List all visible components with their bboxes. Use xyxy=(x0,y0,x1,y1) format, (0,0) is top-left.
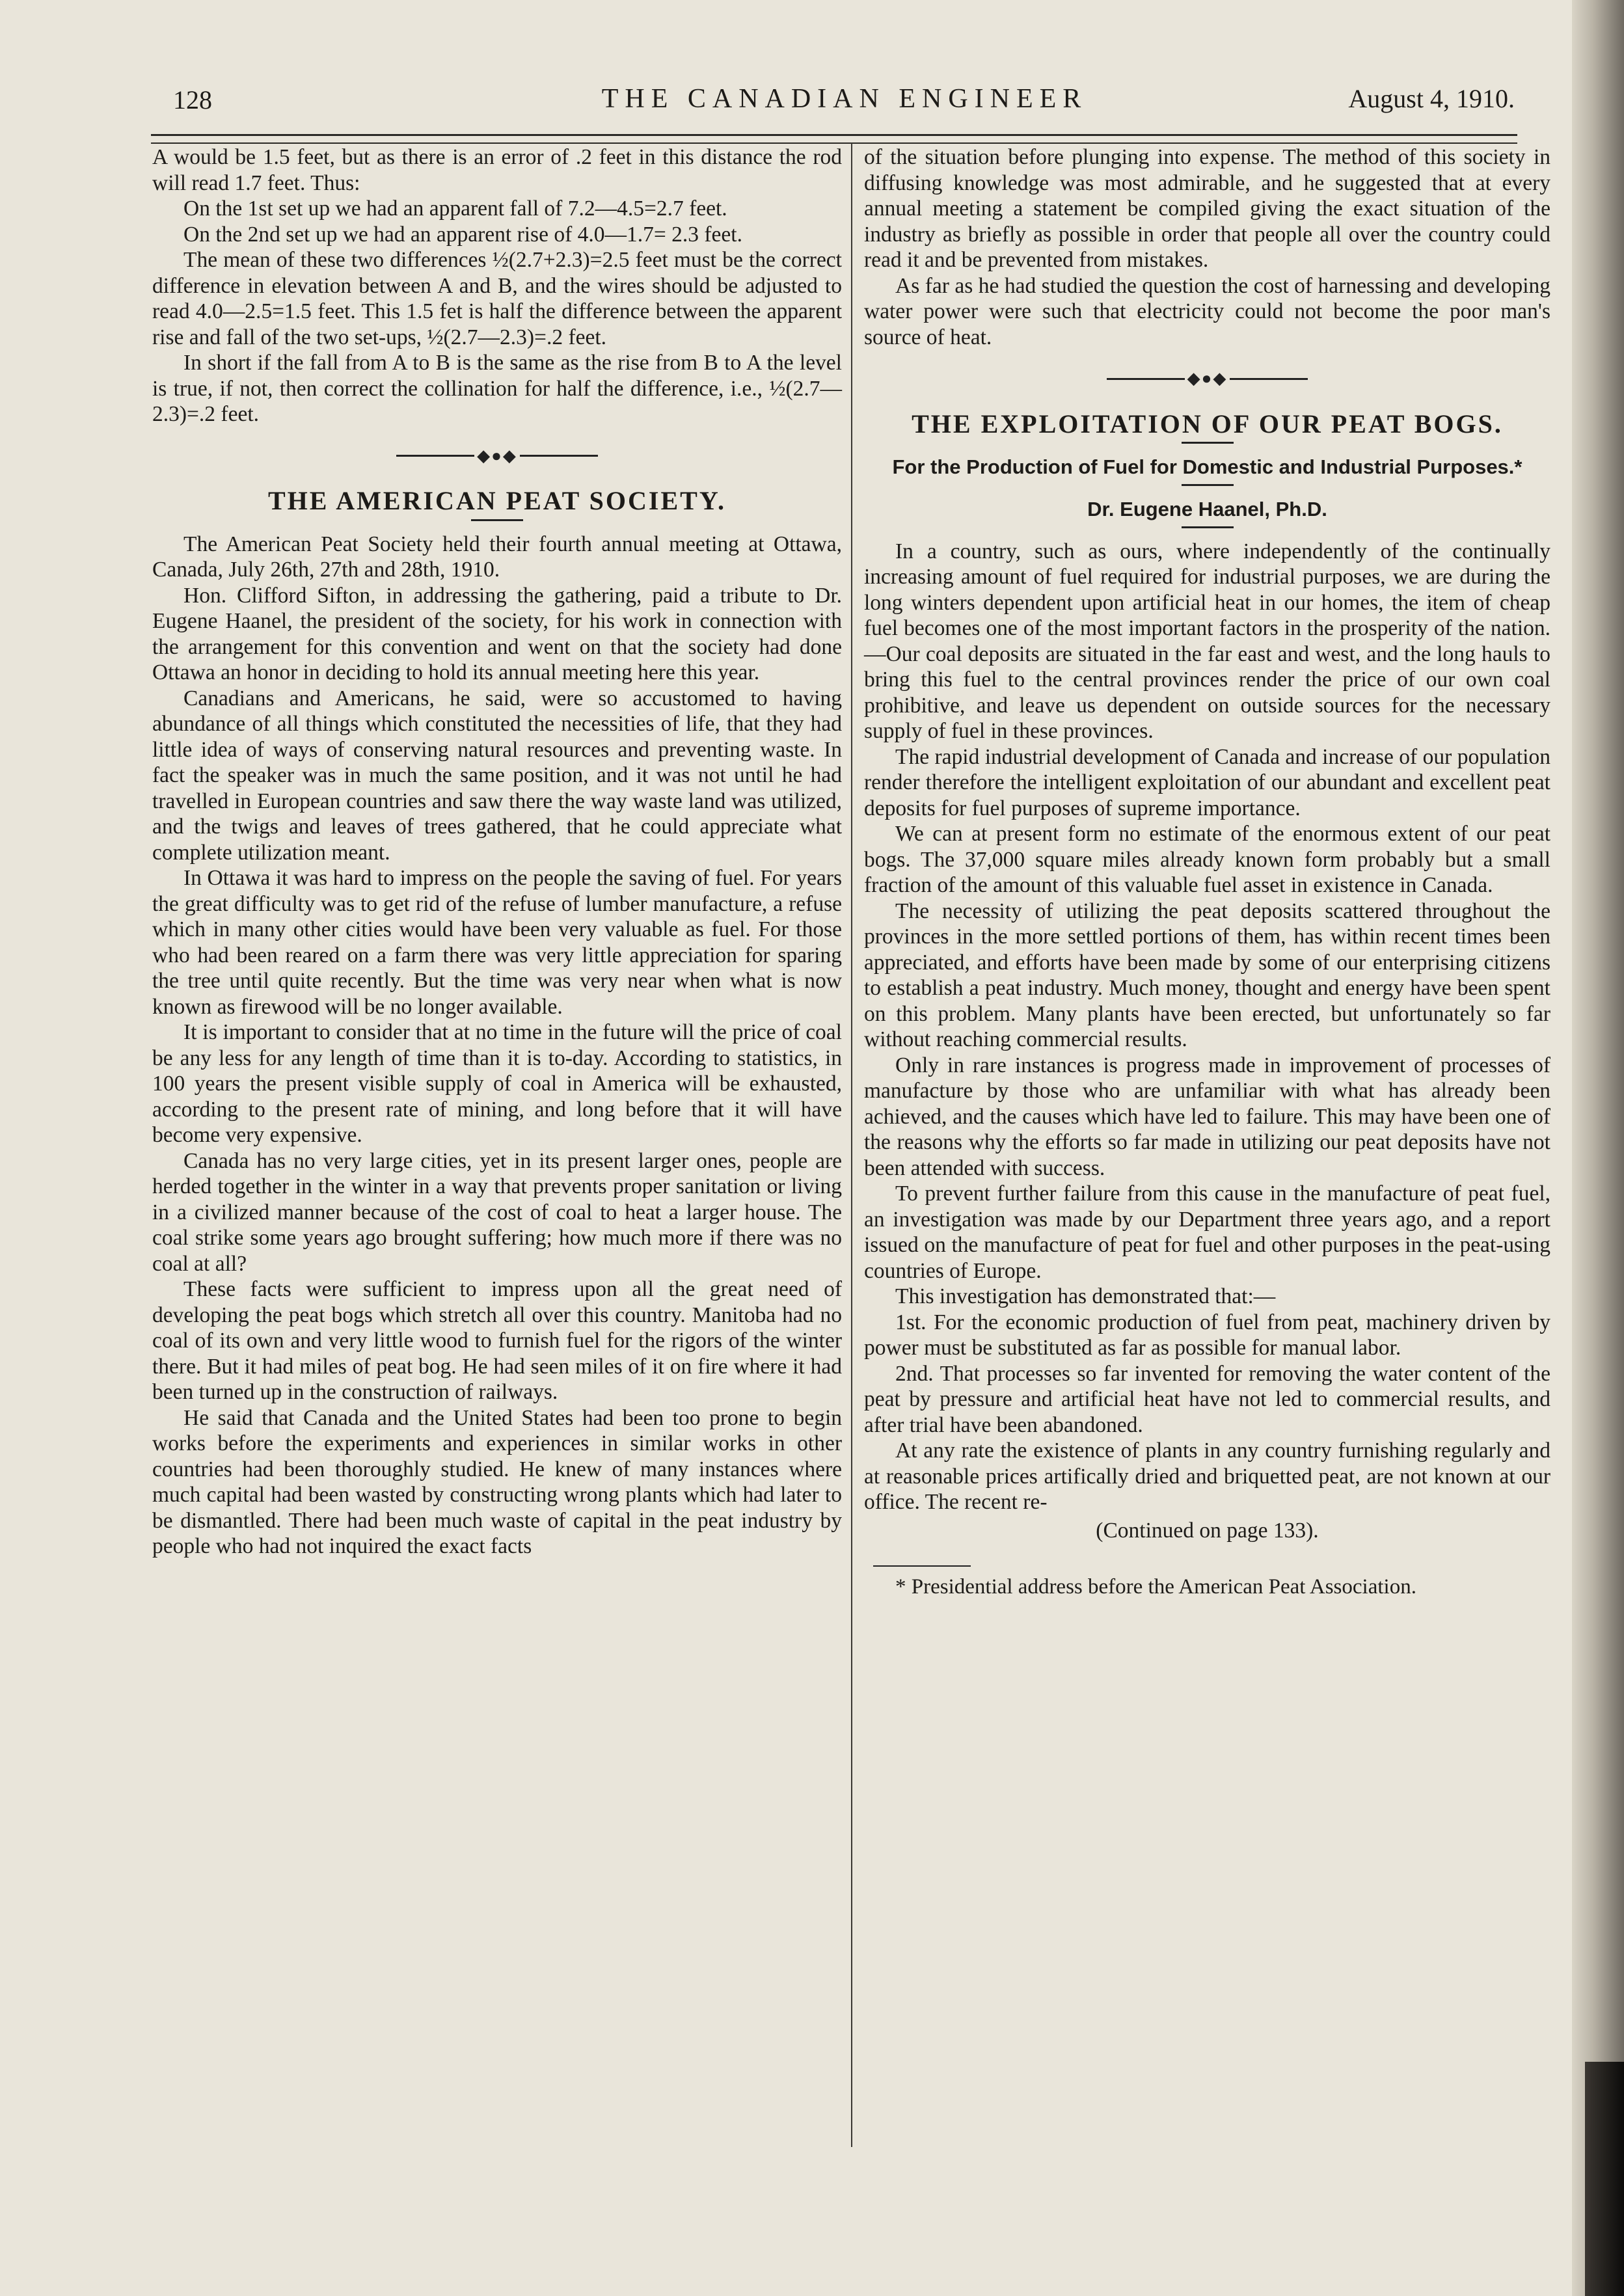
page-number: 128 xyxy=(173,85,212,115)
left-column xyxy=(152,144,842,1560)
title-rule xyxy=(1182,442,1234,444)
paragraph: To prevent further failure from this cause in the manufacture of peat fuel, an investigation was made by our Department three years ago, and a report issued on the manufacture of peat for fuel and other purposes in the peat-using countries of Europe. xyxy=(864,1182,1550,1283)
article-title: THE EXPLOITATION OF OUR PEAT BOGS. xyxy=(912,409,1503,439)
paragraph: On the 2nd set up we had an apparent rise of 4.0—1.7= 2.3 feet. xyxy=(183,222,742,247)
article-subtitle: For the Production of Fuel for Domestic and Industrial Purposes.* xyxy=(892,455,1522,479)
journal-title: THE CANADIAN ENGINEER xyxy=(601,84,1088,114)
column-divider xyxy=(851,143,852,2147)
paragraph: 1st. For the economic production of fuel from peat, machinery driven by power must be substituted as far as possible for manual labor. xyxy=(864,1310,1550,1360)
issue-date: August 4, 1910. xyxy=(1348,84,1515,113)
paragraph: We can at present form no estimate of the enormous extent of our peat bogs. The 37,000 square miles already known form probably but a small fraction of the amount of this valuable fuel asset in existence in Canada. xyxy=(864,822,1550,898)
paragraph: These facts were sufficient to impress upon all the great need of developing the peat bogs which stretch all over this country. Manitoba had no coal of its own and very little wood to furnish fuel for the rigors of the winter there. But it had miles of peat bog. He had seen miles of it on fire where it had been turned up in the construction of railways. xyxy=(152,1277,842,1405)
paragraph: 2nd. That processes so far invented for removing the water content of the peat by pressure and artificial heat have not led to commercial results, and after trial have been abandoned. xyxy=(864,1361,1550,1437)
paragraph: The American Peat Society held their fourth annual meeting at Ottawa, Canada, July 26th, 27th and 28th, 1910. xyxy=(152,532,842,582)
paragraph: The rapid industrial development of Canada and increase of our population render therefore the intelligent exploitation of our abundant and excellent peat deposits for fuel purposes of supreme importance. xyxy=(864,744,1550,820)
paragraph: It is important to consider that at no time in the future will the price of coal be any less for any length of time than it is to-day. According to statistics, in 100 years the present visible supply of coal in America will be exhausted, according to the present rate of mining, and long before that it will have become very expensive. xyxy=(152,1020,842,1148)
running-header xyxy=(168,77,1521,116)
section-ornament: ◆●◆ xyxy=(152,442,842,469)
paragraph: Only in rare instances is progress made in improvement of processes of manufacture by those who are unfamiliar with what has already been achieved, and the causes which have led to failure. This may have been one of the reasons why the efforts so far made in utilizing our peat deposits have not been attended with success. xyxy=(864,1053,1550,1180)
paragraph: This investigation has demonstrated that:— xyxy=(895,1284,1276,1309)
footnote: * Presidential address before the American Peat Association. xyxy=(895,1575,1416,1599)
paragraph: In Ottawa it was hard to impress on the people the saving of fuel. For years the great difficulty was to get rid of the refuse of lumber manufacture, a refuse which in many other cities would have been very valuable as fuel. For those who had been reared on a farm there was very little appreciation for sparing the tree until quite recently. But the time was very near when what is now known as firewood will be no longer available. xyxy=(152,866,842,1019)
paragraph: In a country, such as ours, where independently of the continually increasing amount of fuel required for industrial purposes, we are during the long winters dependent upon artificial heat in our homes, the item of cheap fuel becomes one of the most important factors in the prosperity of the nation.—Our coal deposits are situated in the far east and west, and the long hauls to bring this fuel to the central provinces render the price of our own coal prohibitive, and leave us dependent on outside sources for the necessary supply of fuel in these provinces. xyxy=(864,539,1550,744)
footnote-rule xyxy=(873,1565,971,1567)
paragraph: The necessity of utilizing the peat deposits scattered throughout the provinces in the more settled portions of them, has within recent times been appreciated, and efforts have been made by some of our enterprising citizens to establish a peat industry. Much money, thought and energy have been spent on this problem. Many plants have been erected, but unfortunately so far without reaching commercial results. xyxy=(864,898,1550,1052)
paragraph: Hon. Clifford Sifton, in addressing the gathering, paid a tribute to Dr. Eugene Haanel, the president of the society, for his work in connection with the arrangement for this convention and went on that the society had done Ottawa an honor in deciding to hold its annual meeting here this year. xyxy=(152,583,842,685)
title-rule xyxy=(471,519,523,521)
article-title: THE AMERICAN PEAT SOCIETY. xyxy=(267,486,727,516)
page-corner-shadow xyxy=(1585,2062,1624,2296)
paragraph: A would be 1.5 feet, but as there is an error of .2 feet in this distance the rod will read 1.7 feet. Thus: xyxy=(152,145,842,195)
paragraph: In short if the fall from A to B is the same as the rise from B to A the level is true, if not, then correct the collination for half the difference, i.e., ½(2.7—2.3)=.2 feet. xyxy=(152,351,842,426)
paragraph: The mean of these two differences ½(2.7+2.3)=2.5 feet must be the correct difference in elevation between A and B, and the wires should be adjusted to read 4.0—2.5=1.5 feet. This 1.5 fet is half the difference between the apparent rise and fall of the two set-ups, ½(2.7—2.3)=.2 feet. xyxy=(152,248,842,349)
section-ornament: ◆●◆ xyxy=(864,364,1550,392)
paragraph: As far as he had studied the question the cost of harnessing and developing water power were such that electricity could not become the poor man's source of heat. xyxy=(864,273,1550,349)
header-rule xyxy=(151,134,1517,144)
author-rule xyxy=(1182,526,1234,528)
subtitle-rule xyxy=(1182,484,1234,486)
right-column xyxy=(864,144,1550,1600)
paragraph: At any rate the existence of plants in any country furnishing regularly and at reasonable prices artifically dried and briquetted peat, are not known at our office. The recent re- xyxy=(864,1438,1550,1515)
paragraph: He said that Canada and the United States had been too prone to begin works before the experiments and experiences in similar works in other countries had been thoroughly studied. He knew of many instances where much capital had been wasted by constructing wrong plants which had later to be dismantled. There had been much waste of capital in the peat industry by people who had not inquired the exact facts xyxy=(152,1405,842,1559)
paragraph: Canada has no very large cities, yet in its present larger ones, people are herded together in the winter in a way that prevents proper sanitation or living in a civilized manner because of the cost of coal to heat a larger house. The coal strike some years ago brought suffering; how much more if there was no coal at all? xyxy=(152,1148,842,1276)
continued-note: (Continued on page 133). xyxy=(1096,1518,1319,1543)
paragraph: of the situation before plunging into expense. The method of this society in diffusing knowledge was most admirable, and he suggested that at every annual meeting a statement be compiled giving the exact situation of the industry as briefly as possible in order that people all over the country could read it and be prevented from mistakes. xyxy=(864,145,1550,272)
paragraph: Canadians and Americans, he said, were so accustomed to having abundance of all things which constituted the necessities of life, that they had little idea of ways of conserving natural resources and preventing waste. In fact the speaker was in much the same position, and it was not until he had travelled in European countries and saw there the way waste land was utilized, and the twigs and leaves of trees gathered, that he could appreciate what complete utilization meant. xyxy=(152,686,842,865)
paragraph: On the 1st set up we had an apparent fall of 7.2—4.5=2.7 feet. xyxy=(183,196,727,221)
page-edge-shadow xyxy=(1572,0,1624,2296)
author-byline: Dr. Eugene Haanel, Ph.D. xyxy=(1087,498,1327,521)
